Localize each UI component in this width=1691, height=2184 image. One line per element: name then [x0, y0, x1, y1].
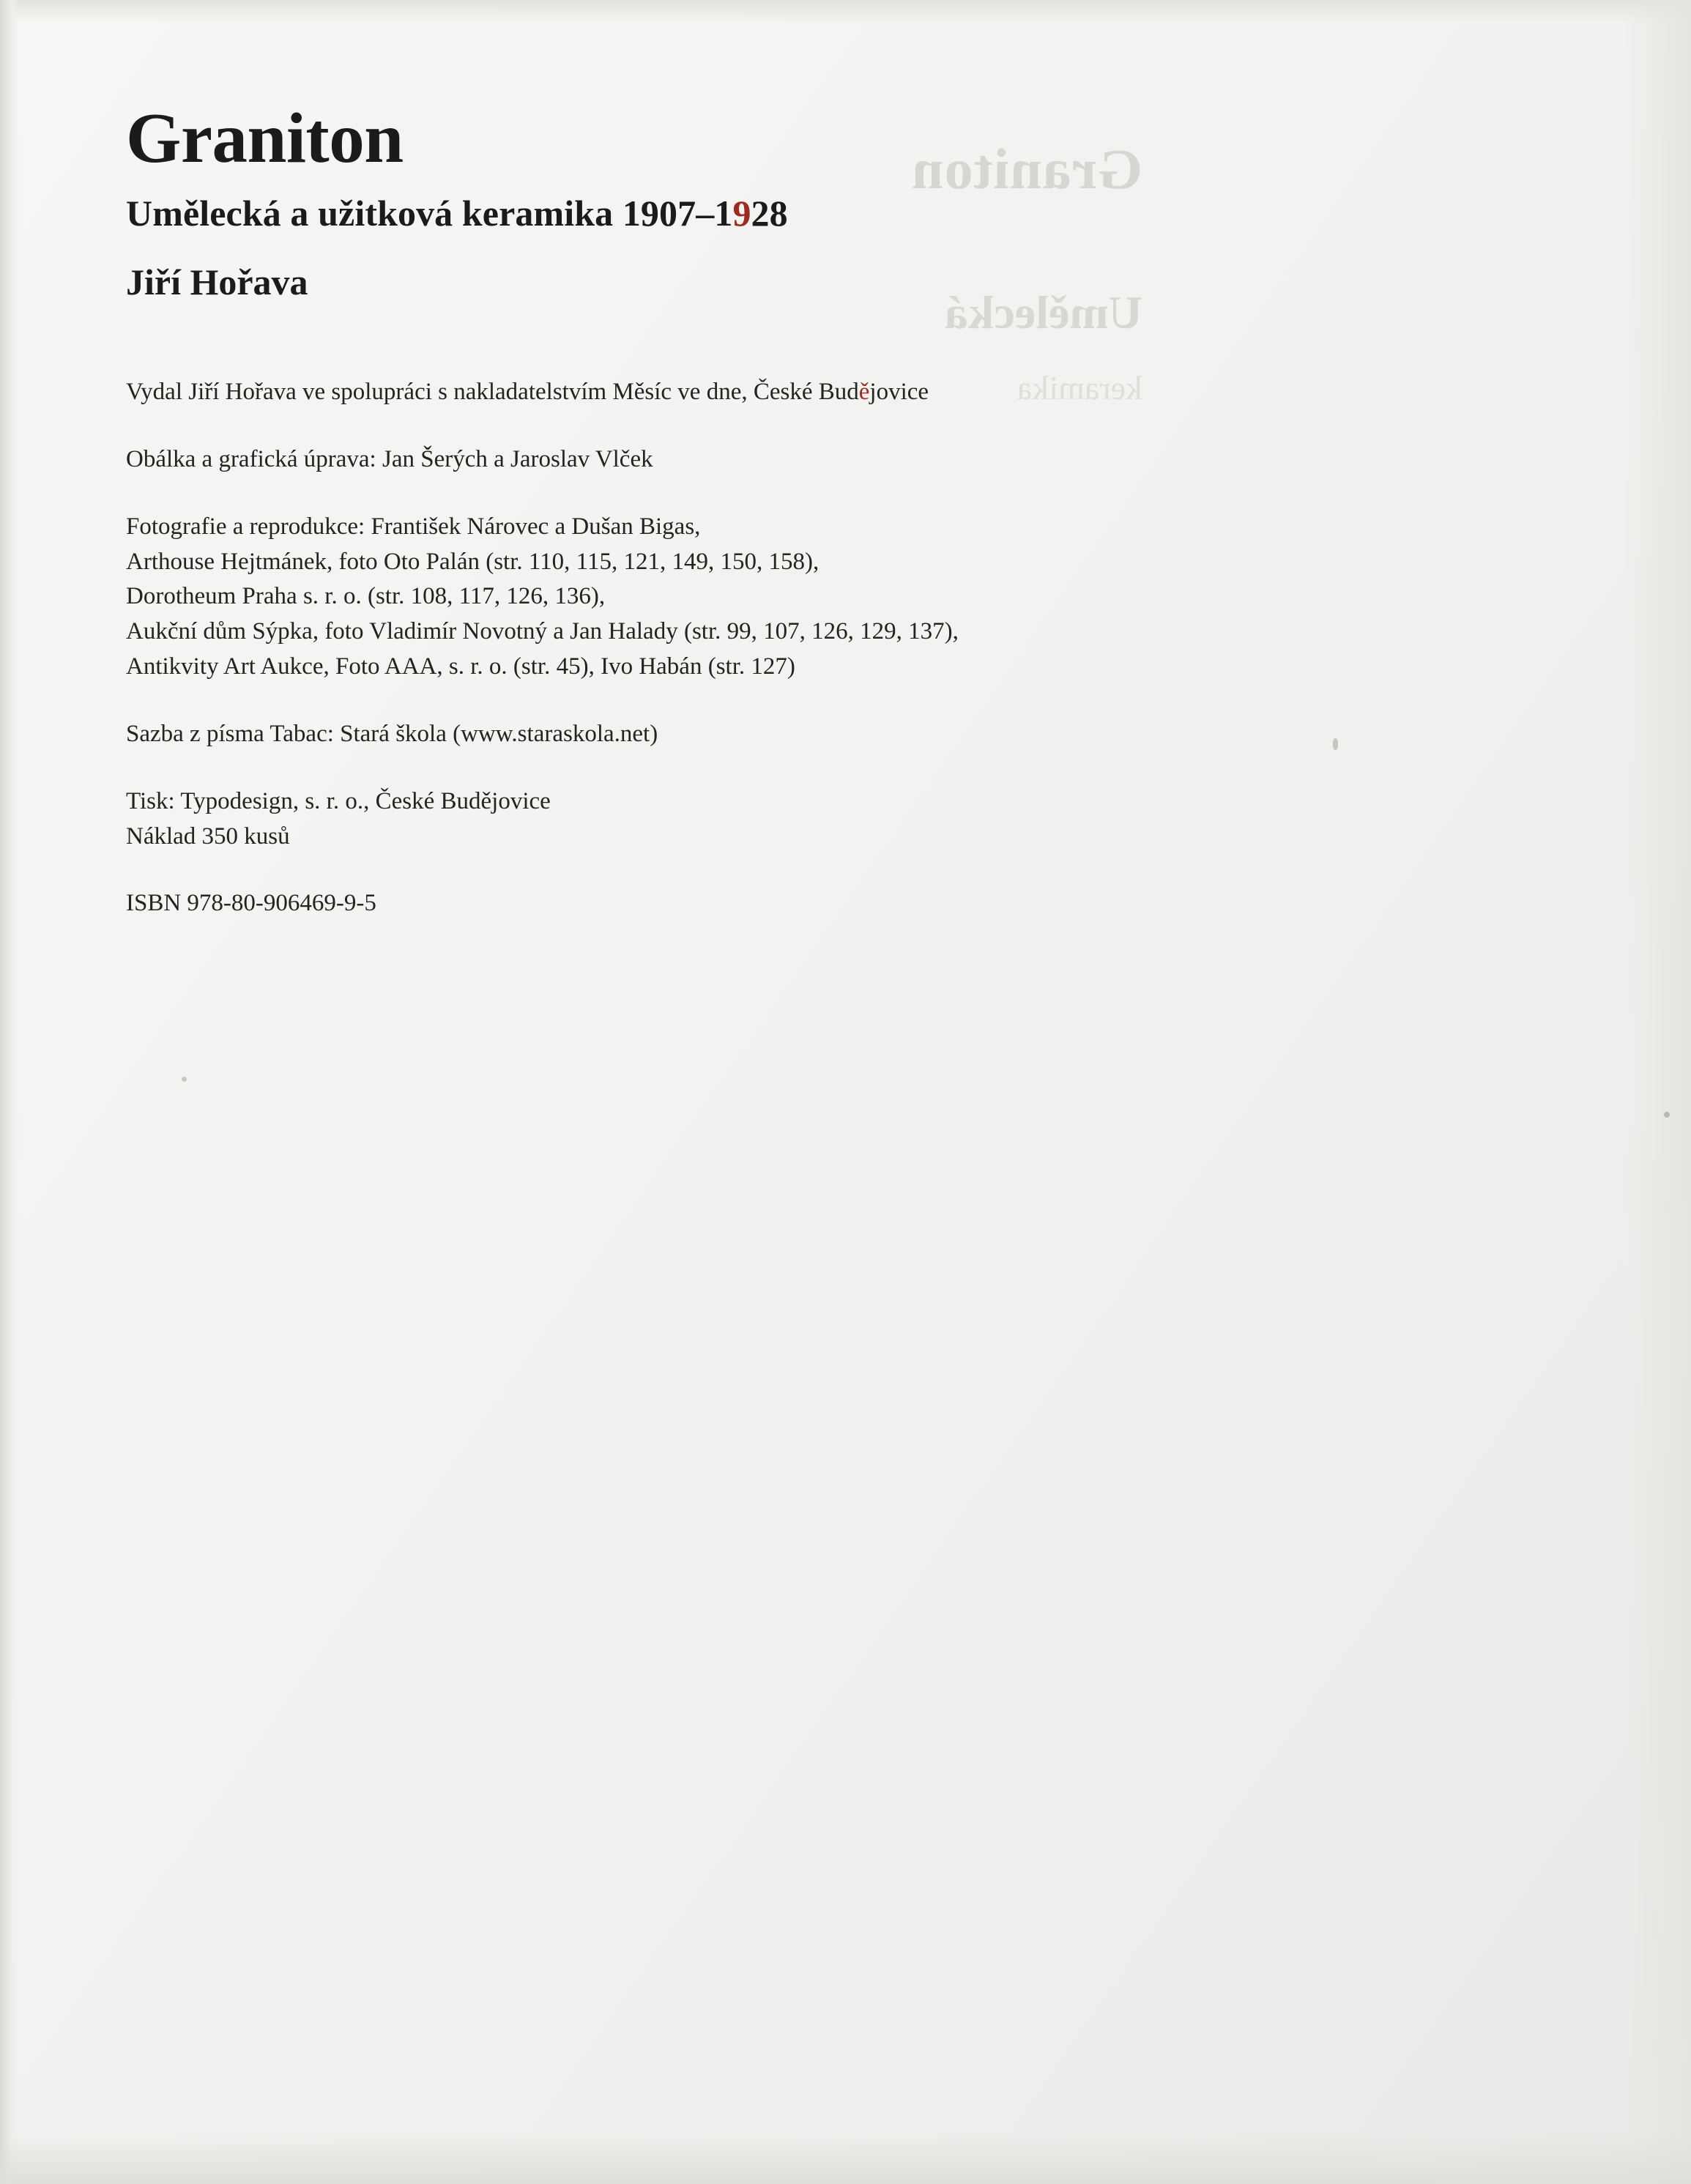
print-block: [126, 784, 1224, 855]
photo-credit-line: Antikvity Art Aukce, Foto AAA, s. r. o. (str. 45), Ivo Habán (str. 127): [126, 653, 795, 680]
page-edge-left-shadow: [0, 0, 19, 2184]
photo-credit-line: Aukční dům Sýpka, foto Vladimír Novotný a Jan Halady (str. 99, 107, 126, 129, 137),: [126, 618, 959, 645]
page-edge-bottom-shadow: [0, 2133, 1691, 2184]
book-author: Jiří Hořava: [126, 261, 308, 302]
book-subtitle: Umělecká a užitková keramika 1907–1928: [126, 193, 788, 234]
paper-speck: [1664, 1112, 1670, 1118]
colophon-block: [126, 375, 1224, 921]
paper-speck: [1333, 738, 1338, 750]
print-line: Tisk: Typodesign, s. r. o., České Budějovice: [126, 787, 551, 814]
page-edge-top-shadow: [0, 0, 1691, 22]
photo-credit-line: Dorotheum Praha s. r. o. (str. 108, 117, 126, 136),: [126, 583, 606, 610]
publisher-block: [126, 375, 1224, 410]
isbn-block: [126, 886, 1224, 921]
typeface-line: Sazba z písma Tabac: Stará škola (www.staraskola.net): [126, 720, 658, 747]
page-edge-right-shadow: [1625, 0, 1691, 2184]
showthrough-line-3: keramika: [1017, 369, 1142, 407]
photo-credit-line: Arthouse Hejtmánek, foto Oto Palán (str. 110, 115, 121, 149, 150, 158),: [126, 548, 820, 575]
print-run-line: Náklad 350 kusů: [126, 822, 290, 850]
page-content: [126, 99, 1224, 921]
photo-credits-block: [126, 510, 1224, 685]
cover-design-block: [126, 442, 1224, 478]
paper-speck: [182, 1077, 187, 1082]
showthrough-line-1: Graniton: [911, 137, 1142, 201]
isbn-line: ISBN 978-80-906469-9-5: [126, 890, 376, 917]
showthrough-line-2: Umělecká: [944, 286, 1142, 338]
book-title: Graniton: [126, 99, 404, 177]
typeface-block: [126, 717, 1224, 752]
photo-credit-line: Fotografie a reprodukce: František Nárovec a Dušan Bigas,: [126, 513, 701, 540]
publisher-line: Vydal Jiří Hořava ve spolupráci s nakladatelstvím Měsíc ve dne, České Budějovice: [126, 379, 929, 405]
cover-design-line: Obálka a grafická úprava: Jan Šerých a Jaroslav Vlček: [126, 445, 653, 472]
